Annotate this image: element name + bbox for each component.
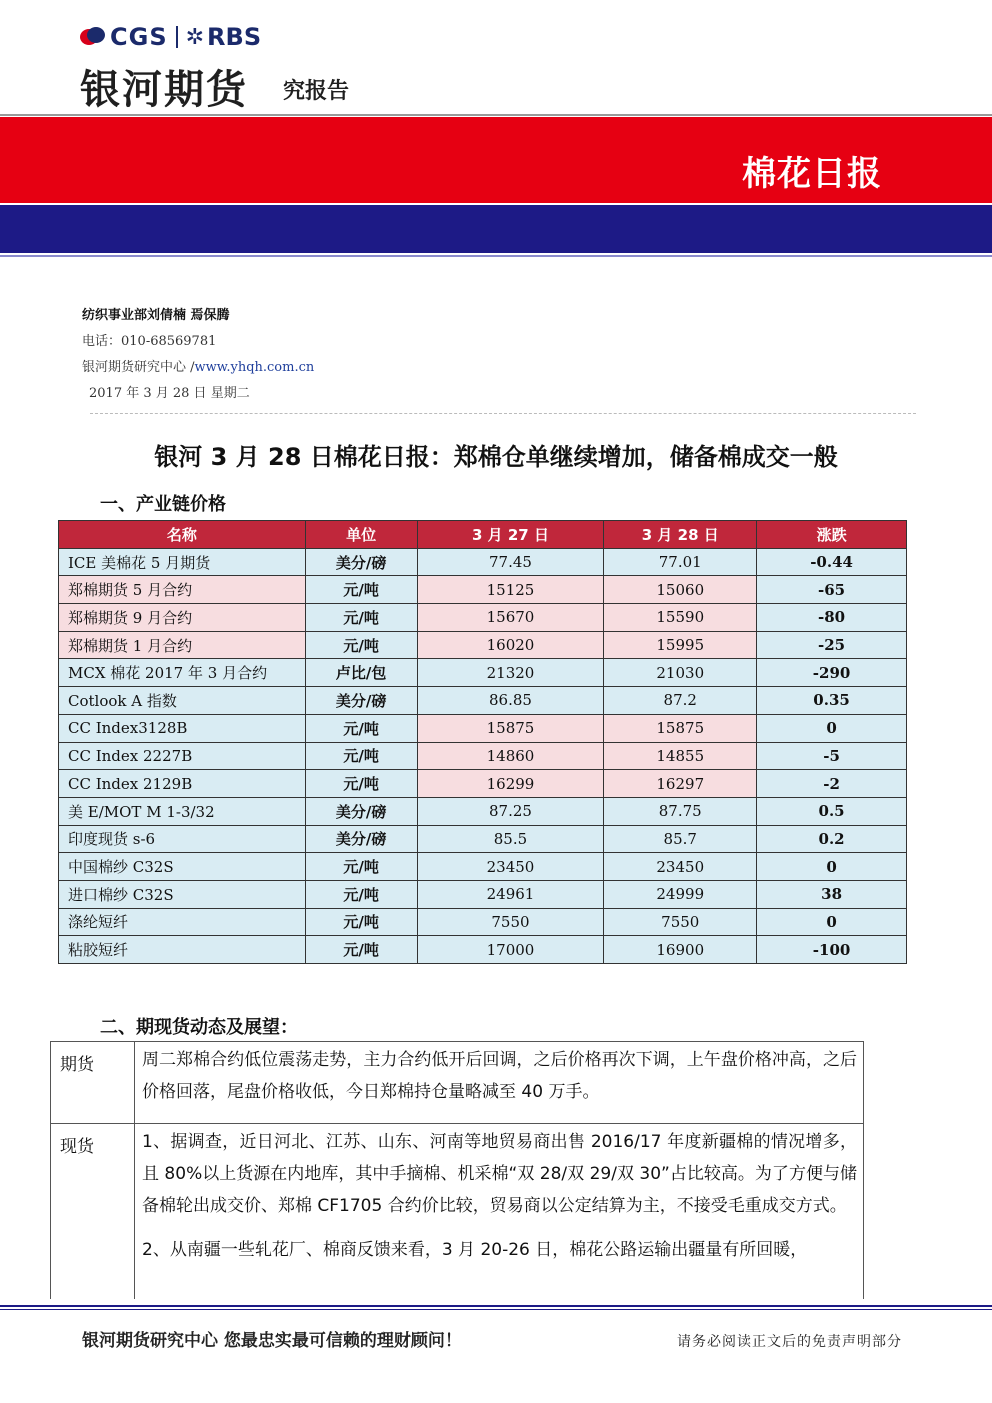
section-title-outlook: 二、期现货动态及展望： (100, 1017, 298, 1038)
cell-unit: 美分/磅 (305, 797, 417, 825)
cgs-logo-text: CGS (110, 23, 168, 51)
cell-mar27: 15670 (417, 604, 604, 632)
table-row (59, 880, 907, 908)
cell-mar28: 15995 (604, 631, 757, 659)
cell-unit: 美分/磅 (305, 825, 417, 853)
spot-label: 现货 (51, 1124, 135, 1299)
cell-mar27: 86.85 (417, 687, 604, 715)
cell-unit: 元/吨 (305, 853, 417, 881)
cell-unit: 元/吨 (305, 770, 417, 798)
footer-rule-thin (0, 1309, 992, 1310)
futures-text: 周二郑棉合约低位震荡走势，主力合约低开后回调，之后价格再次下调，上午盘价格冲高，之后价格回落，尾盘价格收低，今日郑棉持仓量略减至 40 万手。 (142, 1050, 857, 1102)
author-phone: 电话：010-68569781 (82, 334, 217, 349)
cell-name: CC Index 2227B (59, 742, 306, 770)
cell-change: -0.44 (757, 548, 907, 576)
table-row (59, 714, 907, 742)
report-kind: 究报告 (283, 79, 350, 104)
cell-name: CC Index3128B (59, 714, 306, 742)
headline: 银河 3 月 28 日棉花日报：郑棉仓单继续增加，储备棉成交一般 (154, 443, 838, 471)
table-row (59, 548, 907, 576)
table-row (59, 604, 907, 632)
table-row (59, 825, 907, 853)
website-link[interactable]: www.yhqh.com.cn (194, 360, 315, 375)
table-row (59, 576, 907, 604)
cell-mar28: 7550 (604, 908, 757, 936)
cell-name: ICE 美棉花 5 月期货 (59, 548, 306, 576)
cell-unit: 美分/磅 (305, 548, 417, 576)
cell-change: -65 (757, 576, 907, 604)
price-table (58, 520, 907, 964)
cell-name: 涤纶短纤 (59, 908, 306, 936)
col-header-change: 涨跌 (757, 521, 907, 549)
cell-name: CC Index 2129B (59, 770, 306, 798)
table-row (59, 631, 907, 659)
cell-mar28: 16297 (604, 770, 757, 798)
footer-slogan: 银河期货研究中心 您最忠实最可信赖的理财顾问！ (82, 1331, 462, 1351)
rbs-logo-text: RBS (207, 23, 262, 51)
cell-mar27: 15125 (417, 576, 604, 604)
cell-mar27: 14860 (417, 742, 604, 770)
cell-unit: 元/吨 (305, 714, 417, 742)
col-header-name: 名称 (59, 521, 306, 549)
research-center (82, 356, 314, 375)
cell-mar28: 23450 (604, 853, 757, 881)
cell-name: 郑棉期货 5 月合约 (59, 576, 306, 604)
cell-change: 0 (757, 908, 907, 936)
cell-change: 0.35 (757, 687, 907, 715)
cell-mar27: 7550 (417, 908, 604, 936)
cell-mar27: 16020 (417, 631, 604, 659)
cell-name: MCX 棉花 2017 年 3 月合约 (59, 659, 306, 687)
cell-change: -5 (757, 742, 907, 770)
title-band-rule (0, 255, 992, 257)
commentary-table (50, 1041, 864, 1299)
table-header-row (59, 521, 907, 549)
dashed-divider (90, 413, 916, 414)
col-header-mar27: 3 月 27 日 (417, 521, 604, 549)
cell-unit: 元/吨 (305, 742, 417, 770)
cell-mar27: 85.5 (417, 825, 604, 853)
cell-name: 中国棉纱 C32S (59, 853, 306, 881)
table-row (59, 659, 907, 687)
title-band-blue (0, 205, 992, 253)
table-row (59, 742, 907, 770)
cell-unit: 卢比/包 (305, 659, 417, 687)
cell-unit: 元/吨 (305, 908, 417, 936)
table-row (59, 853, 907, 881)
report-title: 棉花日报 (742, 154, 882, 194)
rbs-logo (186, 23, 262, 51)
cell-mar27: 23450 (417, 853, 604, 881)
spot-paragraph-1: 1、据调查，近日河北、江苏、山东、河南等地贸易商出售 2016/17 年度新疆棉的情况增多，且 80%以上货源在内地库，其中手摘棉、机采棉“双 28/双 29/双 30”占比较高。为了方便与储备棉轮出成交价、郑棉 CF1705 合约价比较，贸易商以公定结算为主，不接受毛重成交方式。 (142, 1132, 857, 1216)
cell-mar28: 15875 (604, 714, 757, 742)
spot-text (135, 1124, 863, 1299)
author-names: 纺织事业部刘倩楠 焉保腾 (82, 308, 230, 323)
cell-mar27: 17000 (417, 936, 604, 964)
table-row (59, 770, 907, 798)
cell-unit: 美分/磅 (305, 687, 417, 715)
cgs-swirl-icon (80, 25, 106, 49)
cell-mar27: 15875 (417, 714, 604, 742)
col-header-mar28: 3 月 28 日 (604, 521, 757, 549)
cell-change: -25 (757, 631, 907, 659)
spot-paragraph-2: 2、从南疆一些轧花厂、棉商反馈来看，3 月 20-26 日，棉花公路运输出疆量有所回暖， (142, 1240, 808, 1260)
cell-mar28: 14855 (604, 742, 757, 770)
cell-mar28: 87.75 (604, 797, 757, 825)
logo (80, 22, 261, 52)
col-header-unit: 单位 (305, 521, 417, 549)
cell-unit: 元/吨 (305, 880, 417, 908)
cell-mar27: 16299 (417, 770, 604, 798)
cell-mar27: 24961 (417, 880, 604, 908)
cell-mar28: 87.2 (604, 687, 757, 715)
cell-mar28: 24999 (604, 880, 757, 908)
cell-change: 0 (757, 853, 907, 881)
table-body (59, 548, 907, 963)
section-title-prices: 一、产业链价格 (100, 494, 226, 515)
report-date: 2017 年 3 月 28 日 星期二 (89, 386, 250, 401)
cell-mar28: 15060 (604, 576, 757, 604)
cell-name: 粘胶短纤 (59, 936, 306, 964)
cell-mar27: 21320 (417, 659, 604, 687)
cell-mar28: 16900 (604, 936, 757, 964)
cell-change: -100 (757, 936, 907, 964)
futures-row (51, 1042, 863, 1124)
research-center-label: 银河期货研究中心 / (82, 360, 195, 375)
header-rule (0, 114, 992, 116)
table-row (59, 936, 907, 964)
cell-mar27: 77.45 (417, 548, 604, 576)
cell-name: 美 E/MOT M 1-3/32 (59, 797, 306, 825)
cell-name: 郑棉期货 9 月合约 (59, 604, 306, 632)
cell-name: 进口棉纱 C32S (59, 880, 306, 908)
spot-row (51, 1124, 863, 1299)
cell-mar28: 85.7 (604, 825, 757, 853)
cell-change: -2 (757, 770, 907, 798)
cell-unit: 元/吨 (305, 936, 417, 964)
cell-change: -80 (757, 604, 907, 632)
cell-name: 郑棉期货 1 月合约 (59, 631, 306, 659)
cell-change: 0.5 (757, 797, 907, 825)
table-row (59, 908, 907, 936)
rbs-daisy-icon: ✲ (185, 24, 205, 50)
footer-rule (0, 1305, 992, 1307)
cell-mar28: 21030 (604, 659, 757, 687)
table-row (59, 797, 907, 825)
cell-mar28: 15590 (604, 604, 757, 632)
cell-unit: 元/吨 (305, 576, 417, 604)
cgs-logo (80, 23, 168, 51)
footer-disclaimer: 请务必阅读正文后的免责声明部分 (677, 1334, 902, 1350)
company-name: 银河期货 (80, 67, 248, 113)
futures-label: 期货 (51, 1042, 135, 1123)
cell-change: 0.2 (757, 825, 907, 853)
table-row (59, 687, 907, 715)
cell-unit: 元/吨 (305, 604, 417, 632)
cell-change: -290 (757, 659, 907, 687)
logo-divider (176, 26, 178, 48)
cell-name: 印度现货 s-6 (59, 825, 306, 853)
cell-name: Cotlook A 指数 (59, 687, 306, 715)
title-band-red-tail (935, 117, 992, 203)
cell-unit: 元/吨 (305, 631, 417, 659)
cell-change: 38 (757, 880, 907, 908)
cell-mar28: 77.01 (604, 548, 757, 576)
cell-mar27: 87.25 (417, 797, 604, 825)
cell-change: 0 (757, 714, 907, 742)
